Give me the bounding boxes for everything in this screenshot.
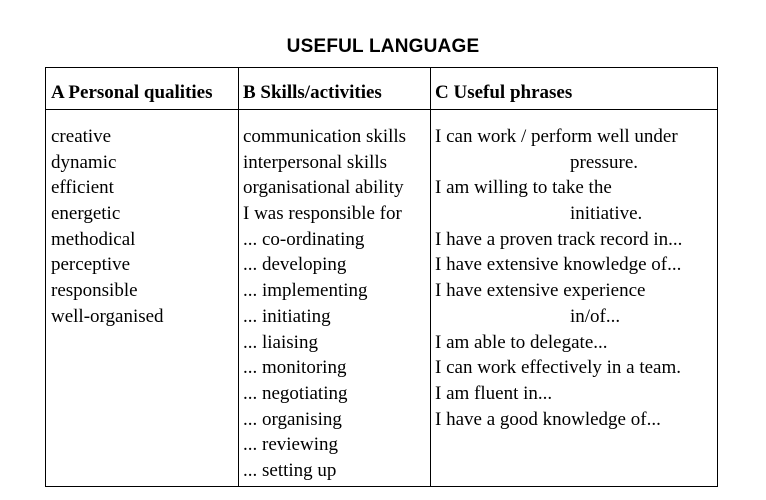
page-title: USEFUL LANGUAGE <box>286 36 480 57</box>
list-item: dynamic <box>51 151 117 173</box>
skills-activities-list <box>243 124 406 484</box>
phrase-line: I can work effectively in a team. <box>435 357 682 379</box>
list-item: perceptive <box>51 254 131 276</box>
phrase-continuation: pressure. <box>570 151 639 173</box>
phrase-line: I am fluent in... <box>435 382 553 404</box>
column-divider-a-b <box>238 68 239 486</box>
useful-phrases-list <box>435 124 682 432</box>
list-item: ... co-ordinating <box>243 228 365 250</box>
list-item: ... implementing <box>243 280 368 302</box>
list-item: interpersonal skills <box>243 151 388 173</box>
list-item: creative <box>51 126 112 147</box>
list-item: ... developing <box>243 254 347 276</box>
list-item: ... reviewing <box>243 434 338 456</box>
list-item: ... liaising <box>243 331 318 353</box>
column-header-personal-qualities: A Personal qualities <box>51 82 213 103</box>
list-item: I was responsible for <box>243 203 402 225</box>
phrase-line: I have extensive experience <box>435 280 646 302</box>
list-item: well-organised <box>51 305 164 327</box>
list-item: organisational ability <box>243 177 404 199</box>
personal-qualities-list <box>51 124 164 330</box>
list-item: efficient <box>51 177 114 199</box>
column-header-useful-phrases: C Useful phrases <box>435 82 573 103</box>
list-item: ... setting up <box>243 459 337 481</box>
header-divider <box>46 109 717 110</box>
list-item: energetic <box>51 203 121 225</box>
useful-language-table <box>45 67 718 487</box>
column-divider-b-c <box>430 68 431 486</box>
phrase-continuation: initiative. <box>570 203 643 225</box>
phrase-line: I have a good knowledge of... <box>435 408 661 430</box>
list-item: responsible <box>51 280 138 302</box>
list-item: ... initiating <box>243 305 331 327</box>
phrase-line: I have a proven track record in... <box>435 228 683 250</box>
phrase-line: I can work / perform well under <box>435 126 678 147</box>
list-item: communication skills <box>243 126 407 147</box>
phrase-continuation: in/of... <box>570 305 621 327</box>
list-item: methodical <box>51 228 136 250</box>
phrase-line: I have extensive knowledge of... <box>435 254 682 276</box>
list-item: ... monitoring <box>243 357 347 379</box>
list-item: ... negotiating <box>243 382 348 404</box>
column-header-skills-activities: B Skills/activities <box>243 82 382 103</box>
list-item: ... organising <box>243 408 342 430</box>
phrase-line: I am able to delegate... <box>435 331 608 353</box>
phrase-line: I am willing to take the <box>435 177 612 199</box>
